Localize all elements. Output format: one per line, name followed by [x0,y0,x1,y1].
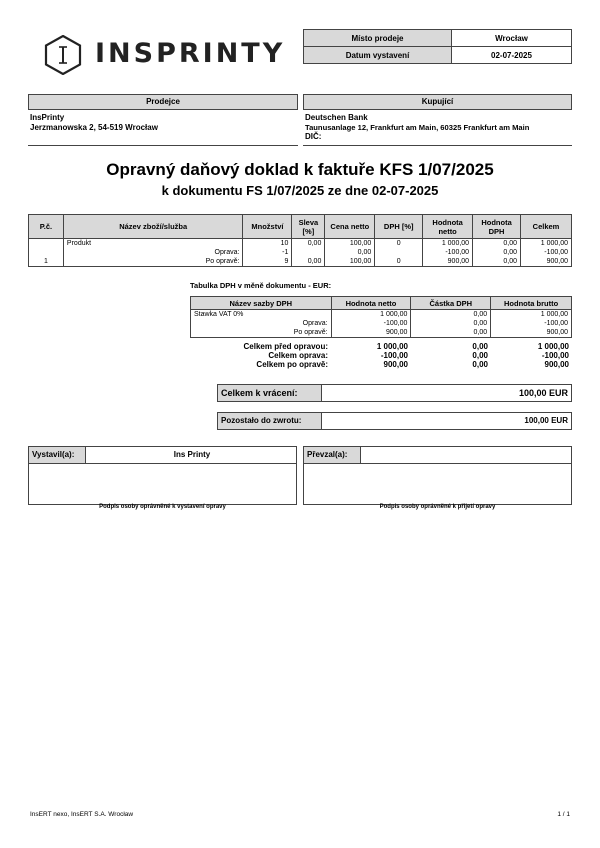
col-header-net: Hodnota netto [423,215,473,239]
buyer-address: Taunusanlage 12, Frankfurt am Main, 60325 Frankfurt am Main [305,123,530,132]
table-row [29,248,572,257]
page-number: 1 / 1 [557,811,570,818]
summary-label: Celkem po opravě: [256,360,328,369]
row-vat-rate [375,248,423,257]
vat-summary [190,342,572,369]
vat-row-vat: 0,00 [411,328,491,338]
summary-gross: 900,00 [544,360,569,369]
received-by-caption: Podpis osoby oprávněné k přijetí opravy [379,504,496,510]
summary-row [190,351,572,360]
col-header-total: Celkem [521,215,572,239]
row-discount: 0,00 [292,239,325,249]
row-total: -100,00 [521,248,572,257]
issued-by-caption: Podpis osoby oprávněné k vystavení opravy [99,504,226,510]
issued-by-box [28,446,297,505]
table-row [191,319,572,328]
row-total: 1 000,00 [521,239,572,249]
seller-divider [28,145,298,146]
table-row [29,257,572,267]
place-of-sale-label: Místo prodeje [304,30,452,47]
issued-by-label: Vystavil(a): [29,447,86,463]
row-net: -100,00 [423,248,473,257]
col-header-discount: Sleva [%] [292,215,325,239]
vat-row-gross: 900,00 [491,328,572,338]
items-table [28,214,572,267]
remaining-label: Pozostało do zwrotu: [218,413,322,429]
vat-row-vat: 0,00 [411,319,491,328]
document-title: Opravný daňový doklad k faktuře KFS 1/07/2025 [106,160,494,179]
row-qty: 9 [243,257,292,267]
place-of-sale-value: Wrocław [452,30,572,47]
issue-date-label: Datum vystavení [304,47,452,64]
col-header-qty: Množství [243,215,292,239]
document-info-table [303,29,572,64]
col-header-price: Cena netto [325,215,375,239]
logo-text: INSPRINTY [95,38,286,69]
summary-vat: 0,00 [472,360,488,369]
product-name: Produkt [63,239,243,249]
issue-date-value: 02-07-2025 [452,47,572,64]
row-net: 900,00 [423,257,473,267]
vat-row-net: 900,00 [331,328,411,338]
received-by-box [303,446,572,505]
table-row [191,310,572,320]
vat-rate-name: Stawka VAT 0% [191,310,332,320]
summary-gross: 1 000,00 [537,342,569,351]
vat-row-gross: 1 000,00 [491,310,572,320]
issued-by-value: Ins Printy [173,450,211,459]
buyer-dic: DIČ: [305,132,322,141]
table-row [29,239,572,249]
row-price: 0,00 [325,248,375,257]
row-label: Po opravě: [63,257,243,267]
summary-vat: 0,00 [472,342,488,351]
row-vat-rate: 0 [375,257,423,267]
refund-total-box [217,384,572,402]
vat-table-title: Tabulka DPH v měně dokumentu - EUR: [190,281,332,290]
row-qty: -1 [243,248,292,257]
summary-row [190,360,572,369]
summary-gross: -100,00 [541,351,569,360]
row-no [29,239,64,249]
row-discount: 0,00 [292,257,325,267]
buyer-divider [303,145,572,146]
vat-row-net: 1 000,00 [331,310,411,320]
row-vat-rate: 0 [375,239,423,249]
row-price: 100,00 [325,239,375,249]
col-header-vat-rate: DPH [%] [375,215,423,239]
row-vat-value: 0,00 [473,257,521,267]
logo-hexagon-icon [44,35,82,75]
remaining-box [217,412,572,430]
row-no [29,248,64,257]
vat-col-header-gross: Hodnota brutto [491,297,572,310]
seller-name: InsPrinty [30,113,65,122]
vat-row-vat: 0,00 [411,310,491,320]
vat-row-label: Po opravě: [191,328,332,338]
vat-row-label: Oprava: [191,319,332,328]
row-no: 1 [29,257,64,267]
row-total: 900,00 [521,257,572,267]
vat-row-gross: -100,00 [491,319,572,328]
document-subtitle: k dokumentu FS 1/07/2025 ze dne 02-07-2025 [161,183,439,198]
col-header-no: P.č. [29,215,64,239]
summary-label: Celkem oprava: [268,351,328,360]
table-row [191,328,572,338]
row-qty: 10 [243,239,292,249]
row-label: Oprava: [63,248,243,257]
summary-net: 1 000,00 [376,342,408,351]
seller-header: Prodejce [28,94,298,110]
received-by-label: Převzal(a): [304,447,361,463]
buyer-header: Kupující [303,94,572,110]
seller-address: Jerzmanowska 2, 54-519 Wrocław [30,123,158,132]
row-price: 100,00 [325,257,375,267]
row-net: 1 000,00 [423,239,473,249]
col-header-name: Název zboží/služba [63,215,243,239]
summary-net: 900,00 [383,360,408,369]
row-vat-value: 0,00 [473,248,521,257]
buyer-name: Deutschen Bank [305,113,368,122]
col-header-vat-value: Hodnota DPH [473,215,521,239]
row-vat-value: 0,00 [473,239,521,249]
summary-net: -100,00 [380,351,408,360]
refund-total-value: 100,00 EUR [518,388,568,398]
summary-vat: 0,00 [472,351,488,360]
vat-col-header-net: Hodnota netto [331,297,411,310]
vat-row-net: -100,00 [331,319,411,328]
vat-col-header-vat: Částka DPH [411,297,491,310]
summary-row [190,342,572,351]
vat-table [190,296,572,338]
vat-col-header-rate: Název sazby DPH [191,297,332,310]
summary-label: Celkem před opravou: [243,342,328,351]
row-discount [292,248,325,257]
remaining-value: 100,00 EUR [524,416,568,425]
footer-left: InsERT nexo, InsERT S.A. Wrocław [30,811,134,818]
refund-total-label: Celkem k vrácení: [218,385,322,401]
